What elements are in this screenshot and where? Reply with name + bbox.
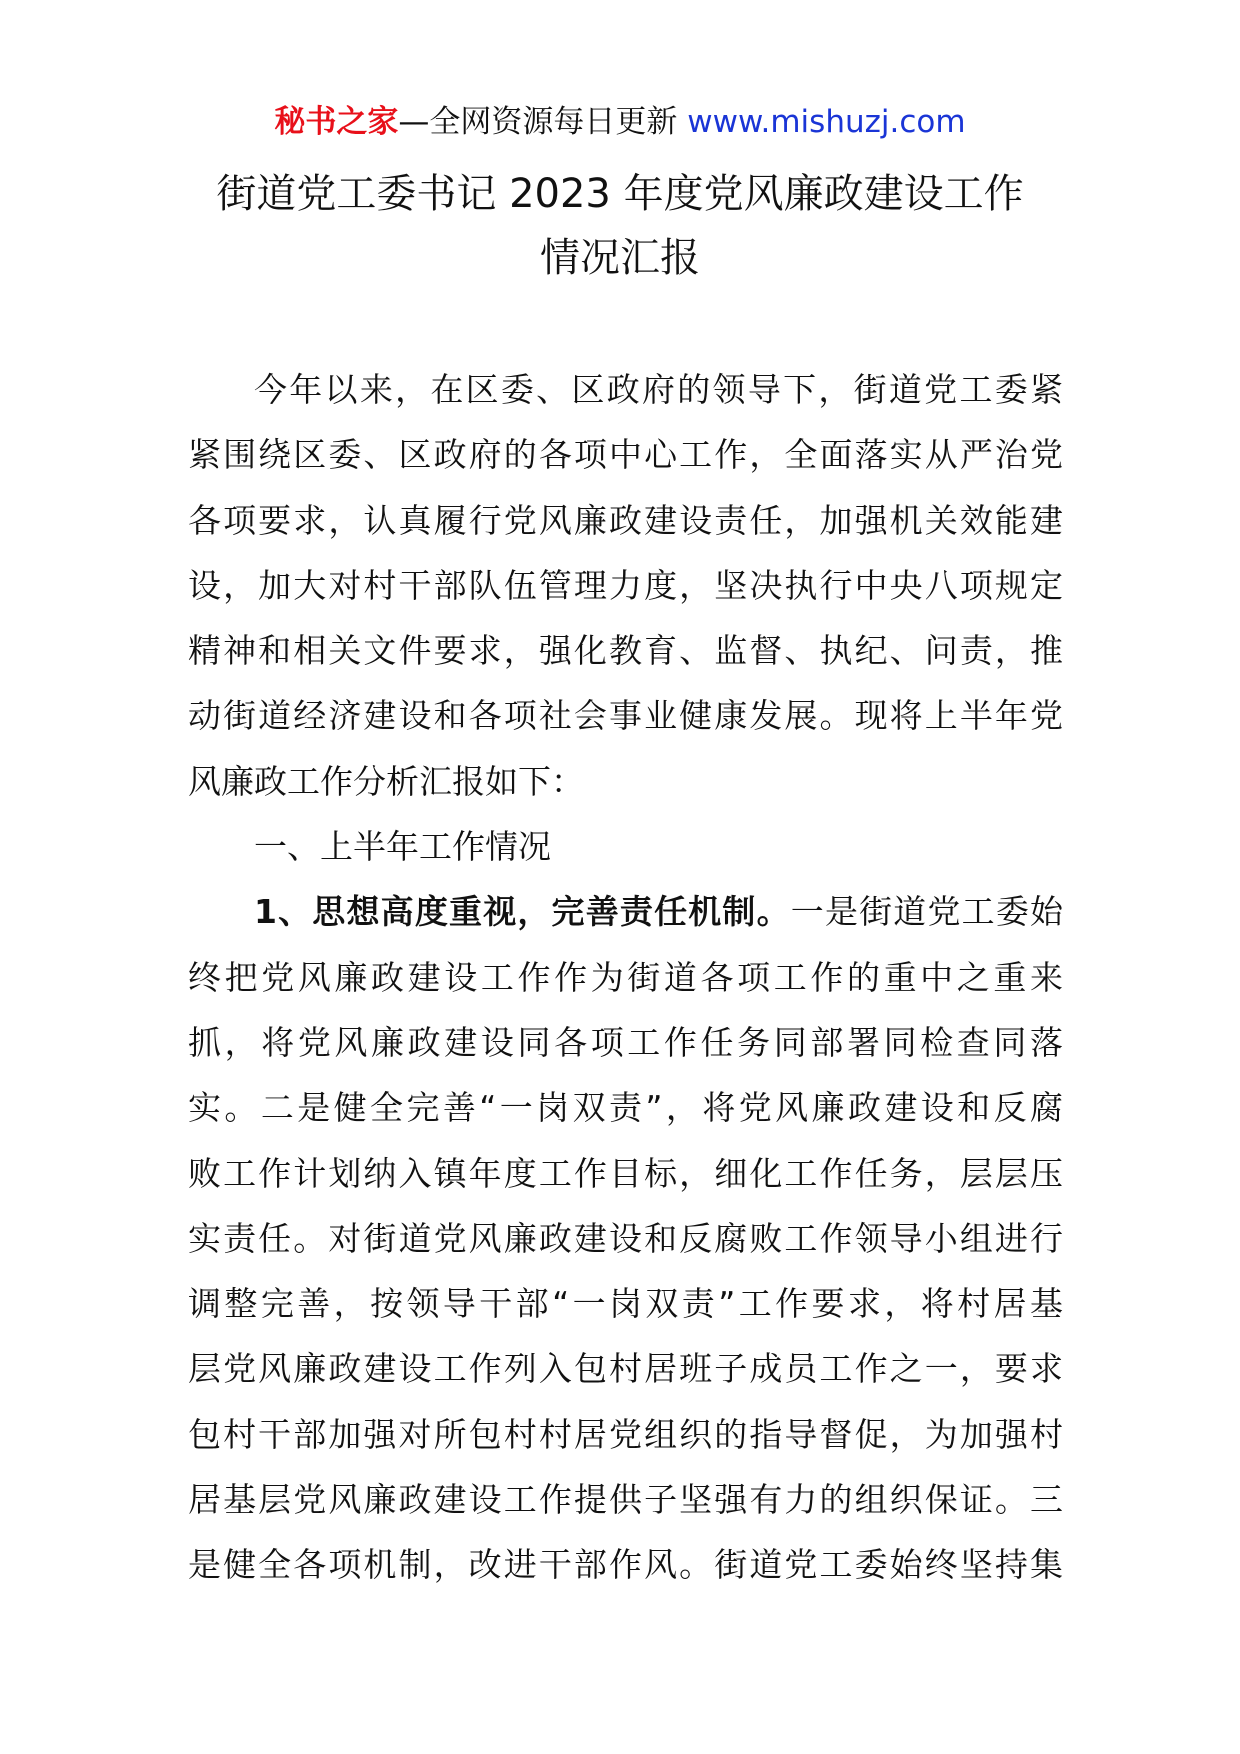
site-header [0,100,1240,144]
item1-line: 层党风廉政建设工作列入包村居班子成员工作之一，要求 [188,1349,1063,1389]
item1-line: 败工作计划纳入镇年度工作目标，细化工作任务，层层压 [188,1153,1063,1193]
document-title [150,162,1090,290]
intro-line: 设，加大对村干部队伍管理力度，坚决执行中央八项规定 [188,565,1063,605]
item1-line: 是健全各项机制，改进干部作风。街道党工委始终坚持集 [188,1545,1063,1585]
item1-first-line [188,879,1063,944]
item1-line: 居基层党风廉政建设工作提供子坚强有力的组织保证。三 [188,1480,1063,1520]
document-body [188,357,1063,1598]
item1-line: 调整完善，按领导干部“一岗双责”工作要求，将村居基 [188,1284,1063,1324]
brand-name: 秘书之家 [274,104,399,140]
title-line-1: 街道党工委书记 2023 年度党风廉政建设工作 [216,171,1024,217]
item1-line: 实责任。对街道党风廉政建设和反腐败工作领导小组进行 [188,1218,1063,1258]
item1-first-rest: 一是街道党工委始 [790,892,1063,932]
item1-line: 包村干部加强对所包村村居党组织的指导督促，为加强村 [188,1414,1063,1454]
intro-line: 各项要求，认真履行党风廉政建设责任，加强机关效能建 [188,500,1063,540]
intro-line: 动街道经济建设和各项社会事业健康发展。现将上半年党 [188,696,1063,736]
title-line-2: 情况汇报 [540,235,700,281]
header-tagline: —全网资源每日更新 [398,104,688,140]
intro-line: 今年以来，在区委、区政府的领导下，街道党工委紧 [254,370,1063,409]
intro-line: 精神和相关文件要求，强化教育、监督、执纪、问责，推 [188,631,1063,671]
item1-line: 终把党风廉政建设工作作为街道各项工作的重中之重来 [188,957,1063,997]
section-heading: 一、上半年工作情况 [254,827,551,867]
site-url-link[interactable]: www.mishuzj.com [687,104,966,140]
intro-line: 风廉政工作分析汇报如下： [188,761,584,801]
item1-line: 抓，将党风廉政建设同各项工作任务同部署同检查同落 [188,1022,1063,1062]
intro-line: 紧围绕区委、区政府的各项中心工作，全面落实从严治党 [188,435,1063,475]
item1-bold-lead: 1、思想高度重视，完善责任机制。 [254,892,791,932]
item1-line: 实。二是健全完善“一岗双责”，将党风廉政建设和反腐 [188,1088,1063,1128]
